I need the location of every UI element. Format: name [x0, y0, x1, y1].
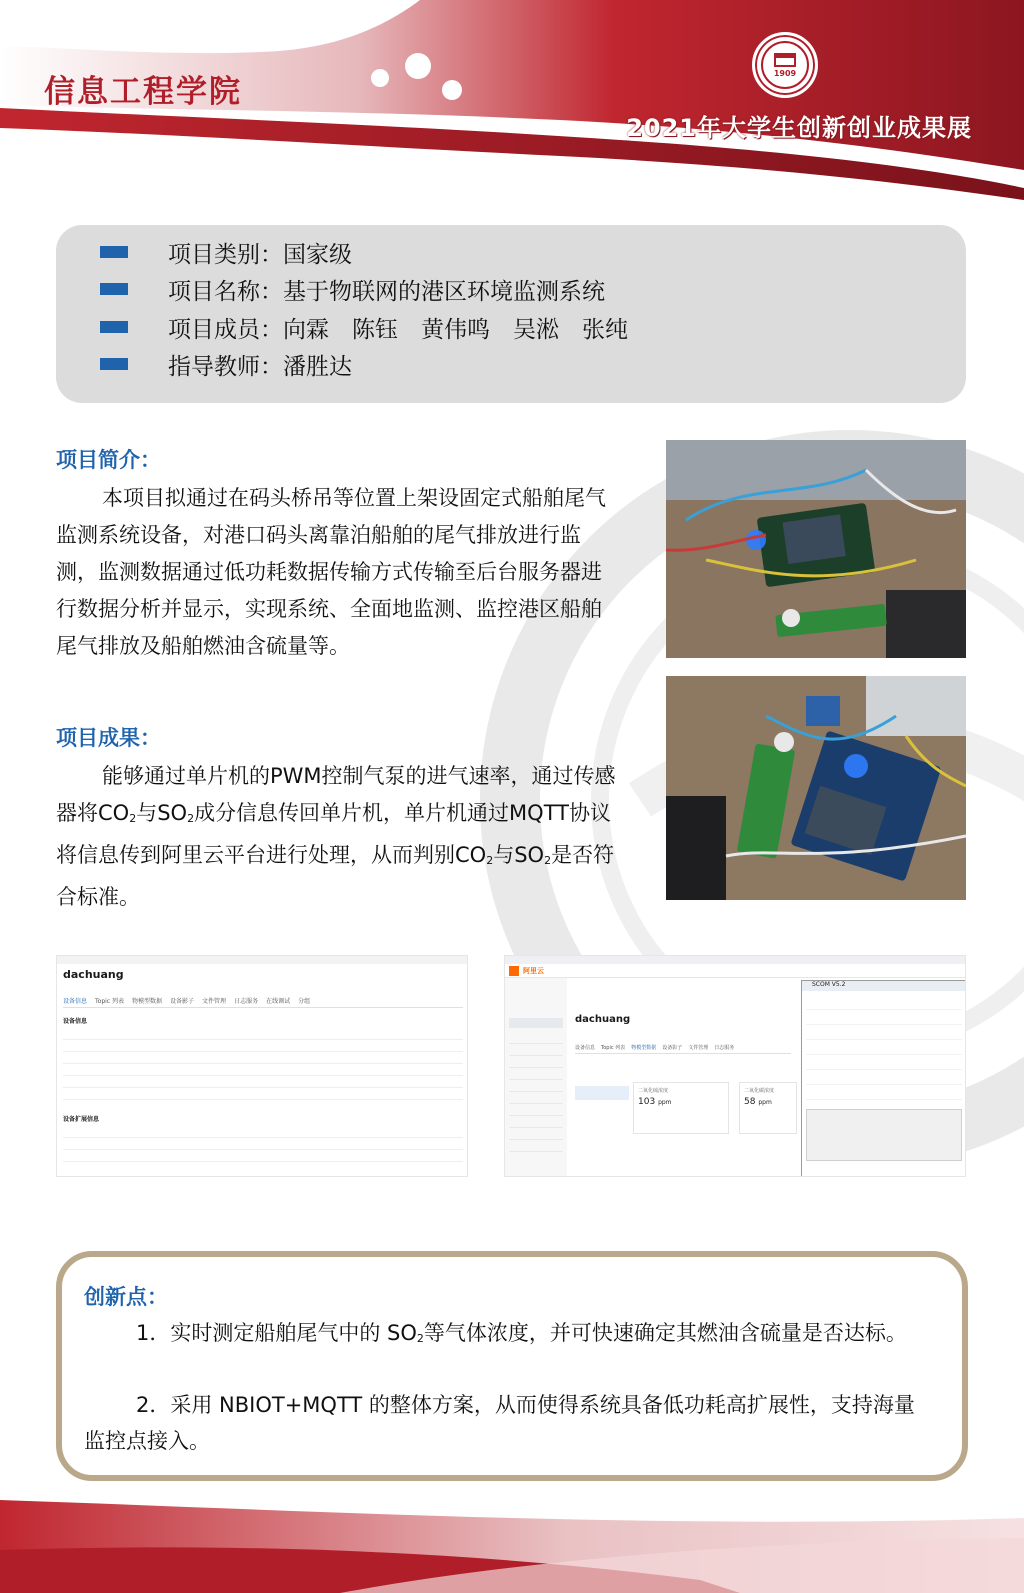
co2-value: 58 [744, 1097, 756, 1107]
tab-device-info[interactable]: 设备信息 [575, 1045, 596, 1051]
info-row-members [100, 310, 628, 344]
project-advisor: 指导教师：潘胜达 [168, 353, 352, 380]
project-members: 项目成员：向霖 陈钰 黄伟鸣 吴淞 张纯 [168, 316, 628, 343]
co2-card [739, 1082, 797, 1134]
iot-console-screenshot-left [56, 955, 468, 1177]
results-title: 项目成果： [56, 726, 161, 750]
extended-info-table [63, 1126, 463, 1162]
tab-group[interactable]: 分组 [298, 998, 311, 1005]
tab-shadow[interactable]: 设备影子 [662, 1045, 683, 1051]
info-row-name [100, 272, 605, 306]
co2-label: 二氧化碳浓度 [744, 1088, 775, 1094]
project-category: 项目类别：国家级 [168, 241, 352, 268]
innovation-point-2: 2．采用 NBIOT+MQTT 的整体方案，从而使得系统具备低功耗高扩展性，支持海量监控点接入。 [84, 1393, 915, 1453]
intro-title: 项目简介： [56, 448, 161, 472]
so2-unit: ppm [658, 1099, 672, 1106]
header-banner [0, 0, 1024, 200]
results-text: 能够通过单片机的PWM控制气泵的进气速率，通过传感器将$CO_2$与$SO_2$成分信息传回单片机，单片机通过MQTT协议将信息传到阿里云平台进行处理，从而判别$CO_2$与$SO_2$是否符合标准。 [56, 764, 616, 909]
so2-value: 103 [638, 1097, 656, 1107]
section-device-info: 设备信息 [63, 1018, 88, 1025]
tab-device-info[interactable]: 设备信息 [63, 998, 88, 1005]
bullet-icon [100, 246, 128, 258]
tab-topic[interactable]: Topic 列表 [601, 1045, 626, 1051]
university-logo: 1909 [752, 32, 818, 98]
project-name: 项目名称：基于物联网的港区环境监测系统 [168, 278, 605, 305]
innovation-title: 创新点： [84, 1285, 168, 1309]
tab-model[interactable]: 物模型数据 [132, 998, 163, 1005]
aliyun-brand: 阿里云 [523, 967, 544, 975]
so2-label: 二氧化硫浓度 [638, 1088, 669, 1094]
tab-debug[interactable]: 在线调试 [266, 998, 291, 1005]
device-tabs [575, 1044, 791, 1054]
tab-logs[interactable]: 日志服务 [234, 998, 259, 1005]
menu-icon[interactable] [509, 966, 519, 976]
device-info-table [63, 1028, 463, 1100]
tab-topic[interactable]: Topic 列表 [95, 998, 125, 1005]
footer-swoosh [0, 1480, 1024, 1593]
device-name: dachuang [63, 968, 124, 981]
tab-model[interactable]: 物模型数据 [631, 1045, 657, 1051]
tab-files[interactable]: 文件管理 [688, 1045, 709, 1051]
co2-unit: ppm [758, 1099, 772, 1106]
device-name: dachuang [575, 1014, 631, 1025]
tab-shadow[interactable]: 设备影子 [170, 998, 195, 1005]
info-row-category [100, 235, 352, 269]
tab-logs[interactable]: 日志服务 [714, 1045, 735, 1051]
college-name: 信息工程学院 [44, 74, 242, 110]
exhibition-title: 2021年大学生创新创业成果展 [626, 114, 972, 142]
section-extended-info: 设备扩展信息 [63, 1116, 100, 1123]
device-tabs [63, 996, 463, 1008]
so2-card [633, 1082, 729, 1134]
console-sidebar [505, 978, 567, 1177]
iot-console-screenshot-right [504, 955, 966, 1177]
bullet-icon [100, 321, 128, 333]
project-info-panel [56, 225, 966, 403]
hardware-photo-2 [666, 676, 966, 900]
serial-tool-window [801, 980, 966, 1177]
bullet-icon [100, 358, 128, 370]
hardware-photo-1 [666, 440, 966, 658]
innovation-point-1: 1．实时测定船舶尾气中的 $SO_2$等气体浓度，并可快速确定其燃油含硫量是否达标。 [136, 1321, 907, 1345]
info-row-advisor [100, 347, 352, 381]
bullet-icon [100, 283, 128, 295]
innovation-box [56, 1251, 968, 1481]
intro-text: 本项目拟通过在码头桥吊等位置上架设固定式船舶尾气监测系统设备，对港口码头离靠泊船舶的尾气排放进行监测，监测数据通过低功耗数据传输方式传输至后台服务器进行数据分析并显示，实现系统、全面地监测、监控港区船舶尾气排放及船舶燃油含硫量等。 [56, 486, 606, 658]
tab-files[interactable]: 文件管理 [202, 998, 227, 1005]
serial-title: SCOM V5.2 [802, 981, 966, 991]
